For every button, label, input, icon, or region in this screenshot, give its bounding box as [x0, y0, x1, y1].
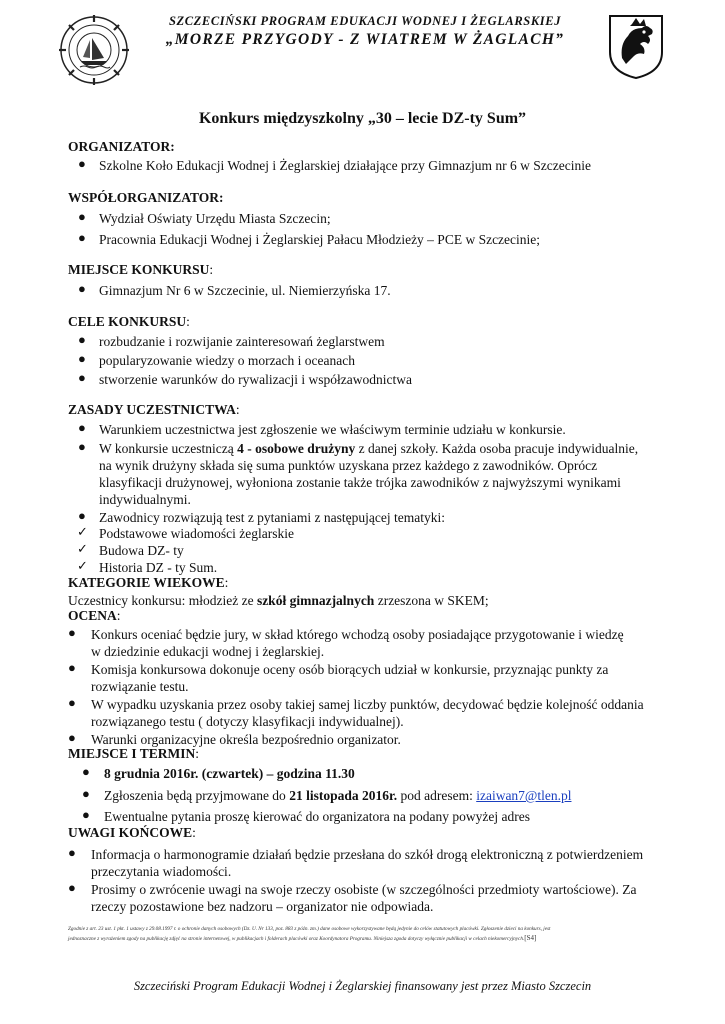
email-link[interactable]: izaiwan7@tlen.pl — [476, 788, 572, 803]
section-heading-wspolorganizator: WSPÓŁORGANIZATOR: — [68, 190, 224, 205]
list-item: Warunki organizacyjne określa bezpośrednio organizator. — [91, 732, 401, 747]
bullet-icon: ● — [68, 660, 76, 675]
section-heading-uwagi: UWAGI KOŃCOWE: — [68, 825, 196, 840]
bullet-icon: ● — [78, 420, 86, 435]
szczecin-coat-of-arms — [608, 14, 664, 80]
list-item: Komisja konkursowa dokonuje oceny osób biorących udział w konkursie, przyznając punkty za rozwiązanie testu. — [91, 662, 609, 694]
bullet-icon: ● — [68, 695, 76, 710]
list-item: Konkurs oceniać będzie jury, w skład którego wchodzą osoby posiadające przygotowanie i wiedzę w dziedzinie edukacji wodnej i żeglarskiej. — [91, 627, 624, 659]
list-item: rozbudzanie i rozwijanie zainteresowań żeglarstwem — [99, 334, 385, 349]
list-item: Pracownia Edukacji Wodnej i Żeglarskiej Pałacu Młodzieży – PCE w Szczecinie; — [99, 232, 541, 247]
list-item: Ewentualne pytania proszę kierować do organizatora na podany powyżej adres — [104, 809, 530, 824]
bullet-icon: ● — [78, 281, 86, 296]
bullet-icon: ● — [68, 730, 76, 745]
event-date: 8 grudnia 2016r. (czwartek) – godzina 11.30 — [104, 766, 355, 781]
bullet-icon: ● — [78, 332, 86, 347]
section-heading-ocena: OCENA: — [68, 608, 121, 623]
bullet-icon: ● — [82, 786, 90, 801]
list-item: Informacja o harmonogramie działań będzie przesłana do szkół drogą elektroniczną z potwierdzeniem przeczytania wiadomości. — [91, 847, 644, 879]
bullet-icon: ● — [78, 370, 86, 385]
bullet-icon: ● — [82, 764, 90, 779]
list-item: Szkolne Koło Edukacji Wodnej i Żeglarskiej działające przy Gimnazjum nr 6 w Szczecinie — [99, 158, 591, 173]
section-heading-kategorie: KATEGORIE WIEKOWE: — [68, 575, 229, 590]
list-item: Zgłoszenia będą przyjmowane do 21 listopada 2016r. pod adresem: izaiwan7@tlen.pl — [104, 788, 572, 803]
section-heading-zasady: ZASADY UCZESTNICTWA: — [68, 402, 240, 417]
list-item: Prosimy o zwrócenie uwagi na swoje rzeczy osobiste (w szczególności przedmioty wartościowe). Za rzeczy pozostawione bez nadzoru – organizator nie odpowiada. — [91, 882, 637, 914]
checkmark-icon: ✓ — [77, 541, 88, 556]
topic-item: Podstawowe wiadomości żeglarskie — [99, 526, 294, 541]
list-item: W wypadku uzyskania przez osoby takiej samej liczby punktów, decydować będzie kolejność oddania rozwiązanego testu ( dotyczy klasyfikacji indywidualnej). — [91, 697, 644, 729]
list-item: Zawodnicy rozwiązują test z pytaniami z następującej tematyki: — [99, 510, 445, 525]
data-protection-note: Zgodnie z art. 23 ust. 1 pkt. 1 ustawy z 29.08.1997 r. o ochronie danych osobowych (Dz. U. Nr 133, poz. 883 z późn. zm.) dane osobowe wykorzystywane będą jedynie do celów statutowych placówki. Zgłoszenie dzieci na konkurs, jest jednoznaczne z wyrażeniem zgody na publikację zdjęć na stronie internetowej, w publikacjach i folderach placówki oraz Koordynatora Programu. Niniejsza zgoda dotyczy wyłącznie publikacji w celach niekomercyjnych.[S4] — [68, 926, 551, 942]
bullet-icon: ● — [78, 156, 86, 171]
bullet-icon: ● — [78, 351, 86, 366]
bullet-icon: ● — [78, 209, 86, 224]
bullet-icon: ● — [68, 625, 76, 640]
program-slogan: „MORZE PRZYGODY - Z WIATREM W ŻAGLACH” — [165, 31, 565, 48]
list-item: Gimnazjum Nr 6 w Szczecinie, ul. Niemierzyńska 17. — [99, 283, 391, 298]
section-heading-miejsce: MIEJSCE KONKURSU: — [68, 262, 214, 277]
topic-item: Historia DZ - ty Sum. — [99, 560, 218, 575]
bullet-icon: ● — [68, 880, 76, 895]
program-name: SZCZECIŃSKI PROGRAM EDUKACJI WODNEJ I ŻEGLARSKIEJ — [168, 14, 562, 28]
section-heading-organizator: ORGANIZATOR: — [68, 139, 175, 154]
page-title: Konkurs międzyszkolny „30 – lecie DZ-ty Sum” — [198, 110, 527, 127]
section-heading-termin: MIEJSCE I TERMIN: — [68, 746, 200, 761]
checkmark-icon: ✓ — [77, 524, 88, 539]
list-item: stworzenie warunków do rywalizacji i współzawodnictwa — [99, 372, 413, 387]
list-item: Wydział Oświaty Urzędu Miasta Szczecin; — [99, 211, 331, 226]
list-item: popularyzowanie wiedzy o morzach i oceanach — [99, 353, 356, 368]
bullet-icon: ● — [78, 439, 86, 454]
list-item: W konkursie uczestniczą 4 - osobowe drużyny z danej szkoły. Każda osoba pracuje indywidualnie, na wynik drużyny składa się suma punktów uzyskana przez każdego z zawodników. Oprócz klasyfikacji drużynowej, wyłoniona zostanie także trójka zawodników z najwyższymi wynikami indywidualnymi. — [99, 441, 639, 507]
bullet-icon: ● — [68, 845, 76, 860]
program-logo — [58, 14, 130, 86]
bullet-icon: ● — [78, 230, 86, 245]
page-footer: Szczeciński Program Edukacji Wodnej i Żeglarskiej finansowany jest przez Miasto Szczecin — [133, 979, 592, 993]
section-heading-cele: CELE KONKURSU: — [68, 314, 190, 329]
bullet-icon: ● — [82, 807, 90, 822]
topic-item: Budowa DZ- ty — [99, 543, 184, 558]
checkmark-icon: ✓ — [77, 558, 88, 573]
bullet-icon: ● — [78, 508, 86, 523]
kategorie-text: Uczestnicy konkursu: młodzież ze szkół gimnazjalnych zrzeszona w SKEM; — [68, 593, 489, 608]
list-item: Warunkiem uczestnictwa jest zgłoszenie we właściwym terminie udziału w konkursie. — [99, 422, 566, 437]
